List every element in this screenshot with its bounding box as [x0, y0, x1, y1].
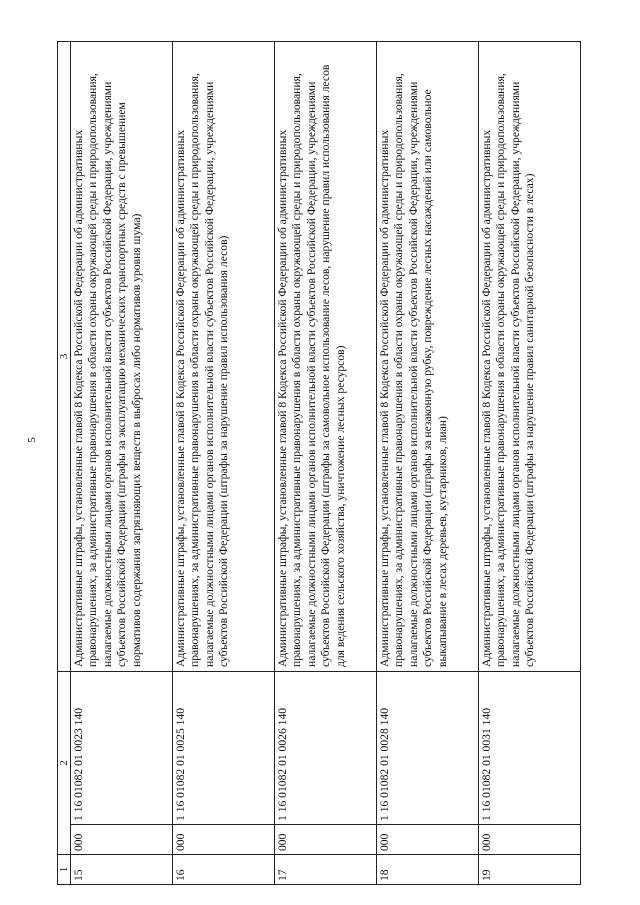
table-row — [173, 42, 275, 885]
row-number: 15 — [71, 855, 173, 885]
budget-code-table — [57, 41, 581, 885]
row-number: 19 — [479, 855, 581, 885]
admin-code: 000 — [173, 825, 275, 855]
description: Административные штрафы, установленные главой 8 Кодекса Российской Федерации об административных правонарушениях, за административные правонарушения в области охраны окружающей среды и природопользования, налагаемые должностными лицами органов исполнительной власти субъектов Российской Федерации, учреждениями субъектов Российской Федерации (штрафы за незаконную рубку, повреждение лесных насаждений или самовольное выкапывание в лесах деревьев, кустарников, лиан) — [377, 42, 479, 672]
row-number: 18 — [377, 855, 479, 885]
admin-code: 000 — [275, 825, 377, 855]
table-row — [71, 42, 173, 885]
row-number: 16 — [173, 855, 275, 885]
description: Административные штрафы, установленные главой 8 Кодекса Российской Федерации об административных правонарушениях, за административные правонарушения в области охраны окружающей среды и природопользования, налагаемые должностными лицами органов исполнительной власти субъектов Российской Федерации, учреждениями субъектов Российской Федерации (штрафы за эксплуатацию механических транспортных средств с превышением нормативов содержания загрязняющих веществ в выбросах либо нормативов уровня шума) — [71, 42, 173, 672]
table-row — [275, 42, 377, 885]
admin-code: 000 — [479, 825, 581, 855]
description: Административные штрафы, установленные главой 8 Кодекса Российской Федерации об административных правонарушениях, за административные правонарушения в области охраны окружающей среды и природопользования, налагаемые должностными лицами органов исполнительной власти субъектов Российской Федерации, учреждениями субъектов Российской Федерации (штрафы за самовольное использование лесов, нарушение правил использования лесов для ведения сельского хозяйства, уничтожение лесных ресурсов) — [275, 42, 377, 672]
rotated-table-container — [57, 42, 580, 885]
header-col-1: 1 — [58, 855, 71, 885]
description: Административные штрафы, установленные главой 8 Кодекса Российской Федерации об административных правонарушениях, за административные правонарушения в области охраны окружающей среды и природопользования, налагаемые должностными лицами органов исполнительной власти субъектов Российской Федерации, учреждениями субъектов Российской Федерации (штрафы за нарушение правил использования лесов) — [173, 42, 275, 672]
admin-code: 000 — [71, 825, 173, 855]
kbk-code: 1 16 01082 01 0023 140 — [71, 672, 173, 825]
table-header-row — [58, 42, 71, 885]
header-col-3: 3 — [58, 42, 71, 672]
kbk-code: 1 16 01082 01 0025 140 — [173, 672, 275, 825]
table-row — [377, 42, 479, 885]
header-col-2: 2 — [58, 672, 71, 855]
kbk-code: 1 16 01082 01 0028 140 — [377, 672, 479, 825]
kbk-code: 1 16 01082 01 0031 140 — [479, 672, 581, 825]
admin-code: 000 — [377, 825, 479, 855]
kbk-code: 1 16 01082 01 0026 140 — [275, 672, 377, 825]
page-number: 5 — [26, 437, 38, 443]
row-number: 17 — [275, 855, 377, 885]
description: Административные штрафы, установленные главой 8 Кодекса Российской Федерации об административных правонарушениях, за административные правонарушения в области охраны окружающей среды и природопользования, налагаемые должностными лицами органов исполнительной власти субъектов Российской Федерации, учреждениями субъектов Российской Федерации (штрафы за нарушение правил санитарной безопасности в лесах) — [479, 42, 581, 672]
table-row — [479, 42, 581, 885]
